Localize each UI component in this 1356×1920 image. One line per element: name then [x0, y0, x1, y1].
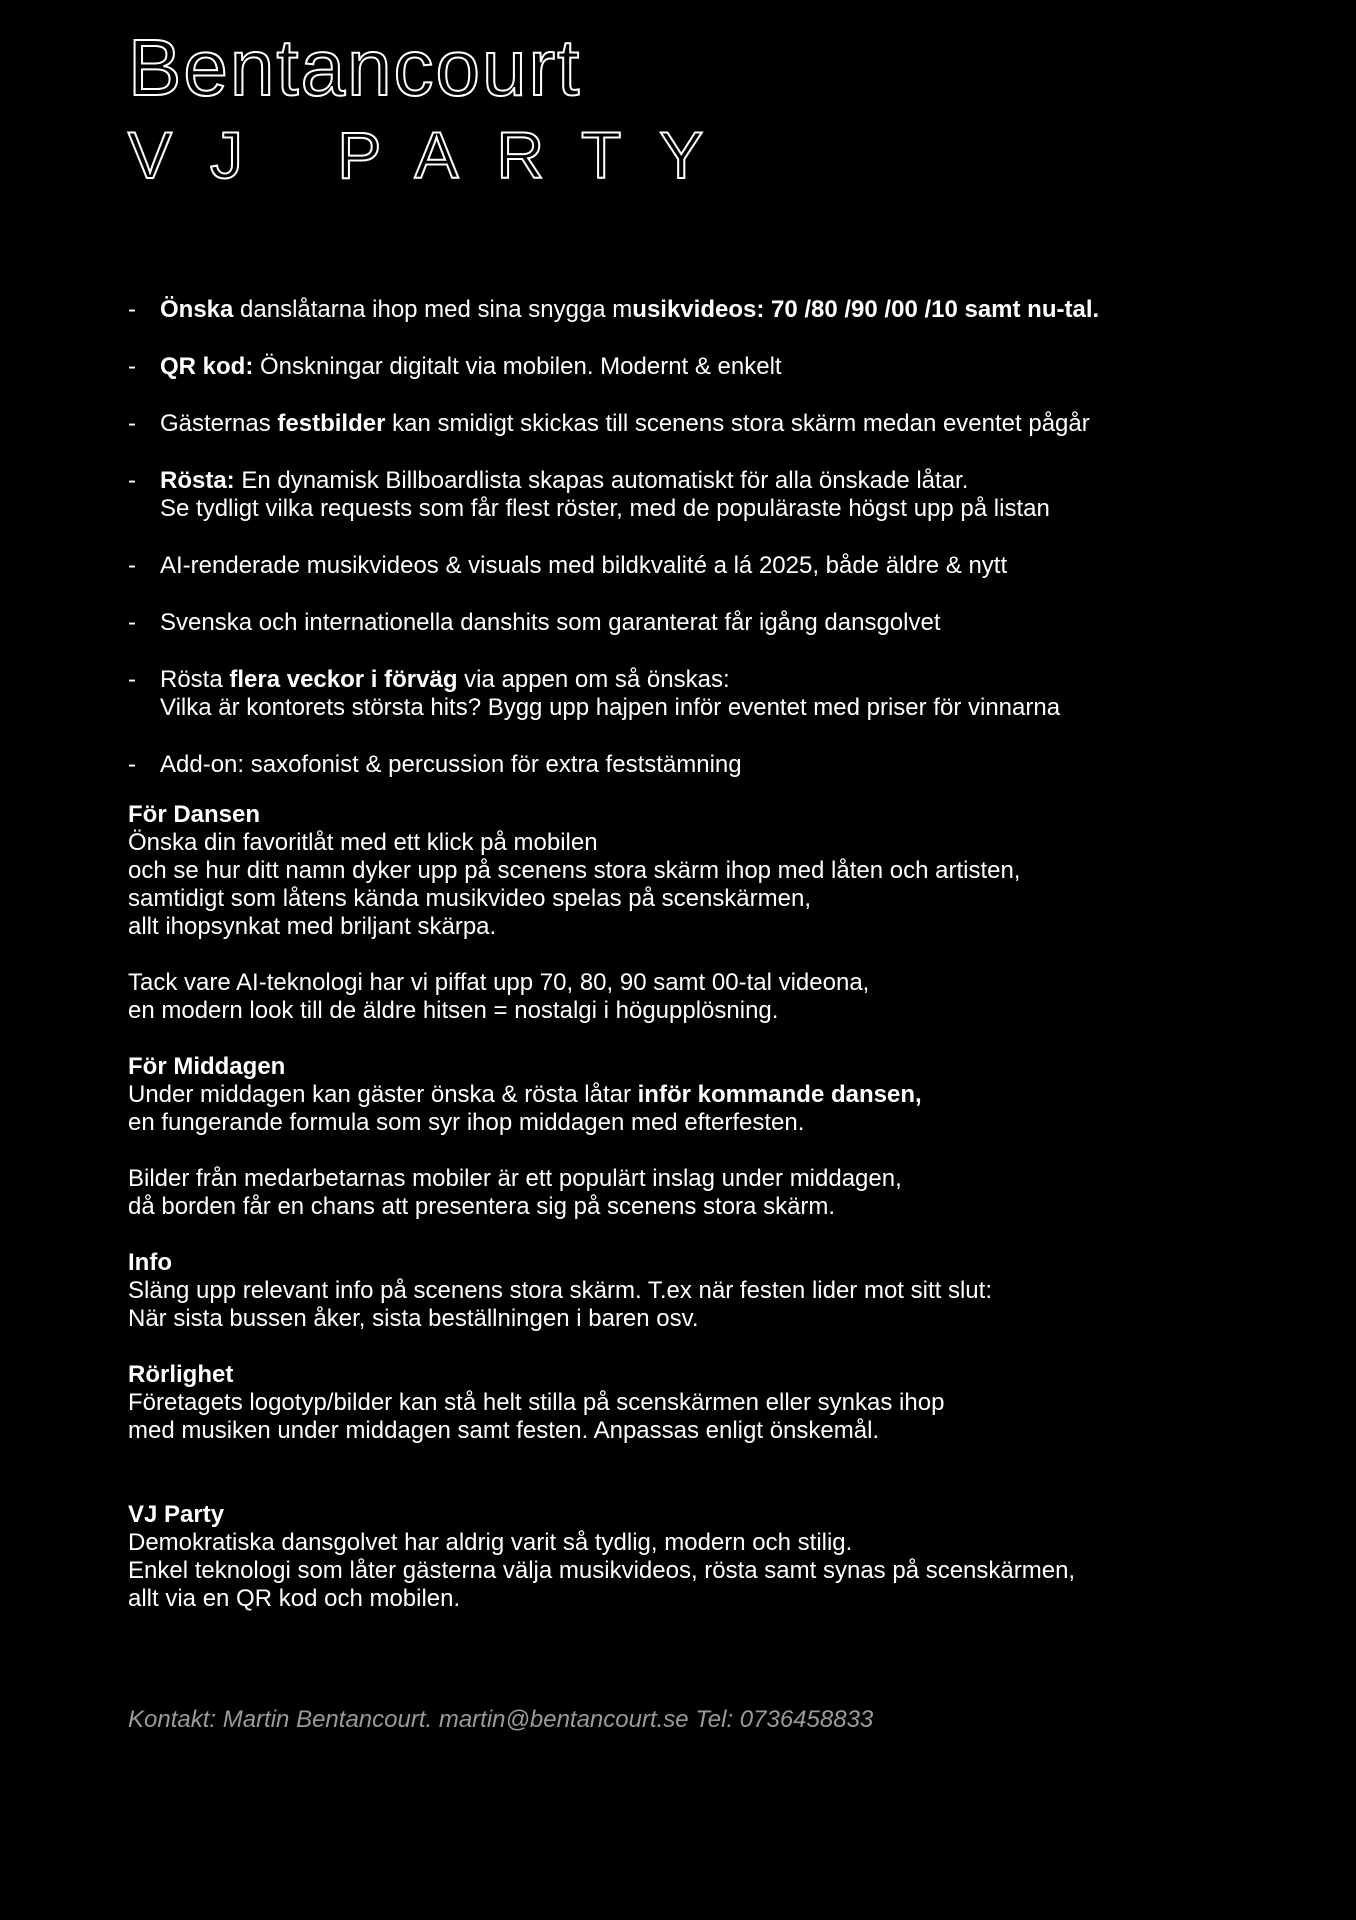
feature-list-item	[128, 353, 1288, 381]
feature-line	[160, 666, 1288, 694]
paragraph-line	[128, 1165, 1308, 1193]
text-run: Rösta	[160, 666, 230, 693]
bold-text: inför kommande dansen,	[637, 1081, 922, 1108]
text-run: en modern look till de äldre hitsen = nostalgi i högupplösning.	[128, 997, 779, 1024]
section-rörlighet	[128, 1361, 1308, 1445]
paragraph-line	[128, 829, 1308, 857]
text-run: Demokratiska dansgolvet har aldrig varit så tydlig, modern och stilig.	[128, 1529, 853, 1556]
bold-text: Önska	[160, 296, 234, 323]
logo-subtitle: VJ PARTY	[128, 118, 742, 192]
bullet-dash: -	[128, 467, 136, 494]
bullet-dash: -	[128, 296, 136, 323]
paragraph-line	[128, 1109, 1308, 1137]
content-sections	[128, 801, 1308, 1641]
text-run: Önska din favoritlåt med ett klick på mobilen	[128, 829, 598, 856]
paragraph-line	[128, 885, 1308, 913]
text-run: När sista bussen åker, sista beställningen i baren osv.	[128, 1305, 699, 1332]
text-run: Enkel teknologi som låter gästerna välja musikvideos, rösta samt synas på scenskärmen,	[128, 1557, 1076, 1584]
paragraph-line	[128, 997, 1308, 1025]
feature-line	[160, 410, 1288, 438]
text-run: allt via en QR kod och mobilen.	[128, 1585, 461, 1612]
paragraph-line	[128, 1557, 1308, 1585]
logo-name: Bentancourt	[128, 23, 582, 112]
section-vj-party	[128, 1501, 1308, 1613]
section-info	[128, 1249, 1308, 1333]
feature-list	[128, 296, 1288, 808]
bold-text: usikvideos: 70 /80 /90 /00 /10 samt nu-tal.	[632, 296, 1100, 323]
bullet-dash: -	[128, 552, 136, 579]
text-run: samtidigt som låtens kända musikvideo spelas på scenskärmen,	[128, 885, 811, 912]
paragraph-line	[128, 913, 1308, 941]
feature-list-item	[128, 410, 1288, 438]
bullet-dash: -	[128, 609, 136, 636]
section-för-middagen	[128, 1053, 1308, 1221]
bullet-dash: -	[128, 410, 136, 437]
paragraph-line	[128, 1277, 1308, 1305]
text-run: Bilder från medarbetarnas mobiler är ett populärt inslag under middagen,	[128, 1165, 902, 1192]
section-paragraph	[128, 1529, 1308, 1613]
paragraph-line	[128, 857, 1308, 885]
section-heading: För Dansen	[128, 801, 261, 828]
paragraph-line	[128, 1305, 1308, 1333]
feature-list-item	[128, 666, 1288, 722]
feature-line	[160, 296, 1288, 324]
text-run: kan smidigt skickas till scenens stora skärm medan eventet pågår	[385, 410, 1090, 437]
feature-line	[160, 353, 1288, 381]
paragraph-line	[128, 1389, 1308, 1417]
feature-line	[160, 694, 1288, 722]
paragraph-line	[128, 1193, 1308, 1221]
text-run: Tack vare AI-teknologi har vi piffat upp 70, 80, 90 samt 00-tal videona,	[128, 969, 870, 996]
text-run: och se hur ditt namn dyker upp på scenens stora skärm ihop med låten och artisten,	[128, 857, 1021, 884]
text-run: med musiken under middagen samt festen. Anpassas enligt önskemål.	[128, 1417, 880, 1444]
paragraph-line	[128, 969, 1308, 997]
paragraph-line	[128, 1417, 1308, 1445]
bullet-dash: -	[128, 353, 136, 380]
section-paragraph	[128, 1165, 1308, 1221]
feature-list-item	[128, 609, 1288, 637]
section-heading: Rörlighet	[128, 1361, 234, 1388]
text-run: via appen om så önskas:	[457, 666, 730, 693]
section-paragraph	[128, 829, 1308, 941]
text-run: då borden får en chans att presentera sig på scenens stora skärm.	[128, 1193, 836, 1220]
section-för-dansen	[128, 801, 1308, 1025]
bold-text: QR kod:	[160, 353, 254, 380]
bullet-dash: -	[128, 751, 136, 778]
feature-list-item	[128, 552, 1288, 580]
feature-line	[160, 751, 1288, 779]
feature-line	[160, 609, 1288, 637]
text-run: Önskningar digitalt via mobilen. Modernt & enkelt	[253, 353, 782, 380]
feature-line	[160, 467, 1288, 495]
section-paragraph	[128, 1081, 1308, 1137]
text-run: Add-on: saxofonist & percussion för extra feststämning	[160, 751, 742, 778]
paragraph-line	[128, 1585, 1308, 1613]
feature-line	[160, 495, 1288, 523]
paragraph-line	[128, 1529, 1308, 1557]
bold-text: festbilder	[277, 410, 386, 437]
bold-text: Rösta:	[160, 467, 235, 494]
text-run: AI-renderade musikvideos & visuals med bildkvalité a lá 2025, både äldre & nytt	[160, 552, 1008, 579]
text-run: Se tydligt vilka requests som får flest röster, med de populäraste högst upp på listan	[160, 495, 1050, 522]
section-heading: VJ Party	[128, 1501, 225, 1528]
text-run: En dynamisk Billboardlista skapas automatiskt för alla önskade låtar.	[234, 467, 969, 494]
brand-logo	[128, 23, 742, 192]
text-run: danslåtarna ihop med sina snygga m	[233, 296, 633, 323]
section-paragraph	[128, 1277, 1308, 1333]
feature-line	[160, 552, 1288, 580]
section-heading: Info	[128, 1249, 172, 1276]
text-run: Gästernas	[160, 410, 278, 437]
text-run: Under middagen kan gäster önska & rösta låtar	[128, 1081, 638, 1108]
text-run: Företagets logotyp/bilder kan stå helt stilla på scenskärmen eller synkas ihop	[128, 1389, 945, 1416]
section-heading: För Middagen	[128, 1053, 286, 1080]
feature-list-item	[128, 751, 1288, 779]
text-run: Vilka är kontorets största hits? Bygg upp hajpen inför eventet med priser för vinnarna	[160, 694, 1061, 721]
feature-list-item	[128, 467, 1288, 523]
contact-line: Kontakt: Martin Bentancourt. martin@bentancourt.se Tel: 0736458833	[128, 1706, 874, 1733]
section-paragraph	[128, 969, 1308, 1025]
feature-list-item	[128, 296, 1288, 324]
text-run: en fungerande formula som syr ihop middagen med efterfesten.	[128, 1109, 805, 1136]
bold-text: flera veckor i förväg	[229, 666, 458, 693]
text-run: Svenska och internationella danshits som garanterat får igång dansgolvet	[160, 609, 941, 636]
paragraph-line	[128, 1081, 1308, 1109]
section-paragraph	[128, 1389, 1308, 1445]
text-run: Släng upp relevant info på scenens stora skärm. T.ex när festen lider mot sitt slut:	[128, 1277, 992, 1304]
text-run: allt ihopsynkat med briljant skärpa.	[128, 913, 497, 940]
bullet-dash: -	[128, 666, 136, 693]
